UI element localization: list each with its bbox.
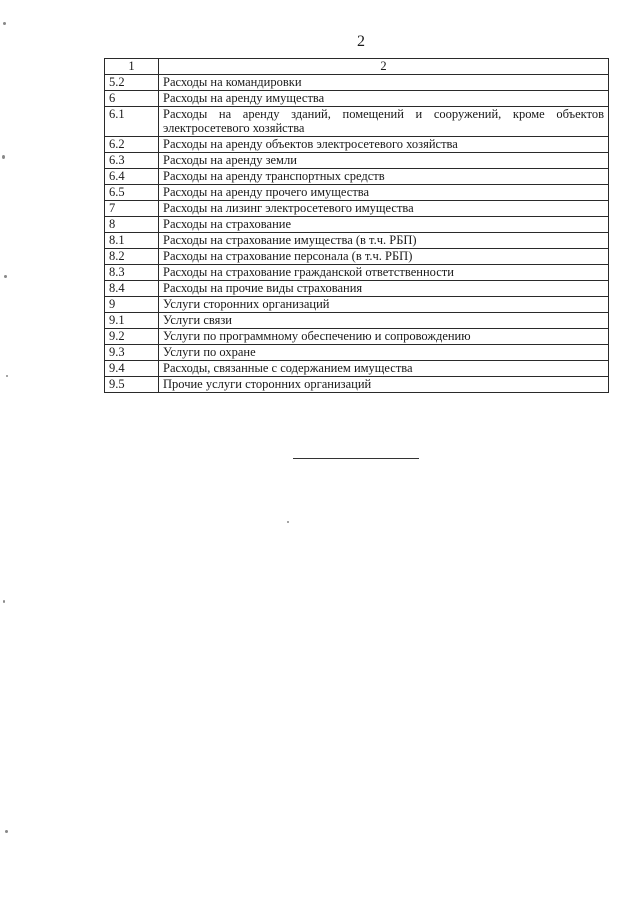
- scan-speck: [5, 830, 8, 833]
- row-description: Расходы на страхование: [159, 217, 609, 233]
- row-description: Услуги связи: [159, 313, 609, 329]
- row-code: 8.2: [105, 249, 159, 265]
- row-code: 8.1: [105, 233, 159, 249]
- row-code: 9.3: [105, 345, 159, 361]
- table-row: [105, 91, 609, 107]
- end-divider-line: [293, 458, 419, 459]
- scan-speck: [3, 22, 6, 25]
- row-description: Расходы на аренду земли: [159, 153, 609, 169]
- row-description: Расходы на страхование гражданской ответственности: [159, 265, 609, 281]
- row-code: 7: [105, 201, 159, 217]
- table-row: [105, 377, 609, 393]
- row-description: Расходы на страхование персонала (в т.ч. РБП): [159, 249, 609, 265]
- row-code: 6.4: [105, 169, 159, 185]
- table-row: [105, 137, 609, 153]
- scan-speck: [3, 600, 5, 603]
- scan-speck: [4, 275, 7, 278]
- table-header-row: [105, 59, 609, 75]
- page-number: 2: [357, 33, 365, 50]
- table-row: [105, 217, 609, 233]
- header-column-1: 1: [105, 59, 159, 75]
- table-row: [105, 281, 609, 297]
- row-code: 9.2: [105, 329, 159, 345]
- row-description: Расходы, связанные с содержанием имущества: [159, 361, 609, 377]
- table-body: [105, 75, 609, 393]
- scan-speck: [2, 155, 5, 159]
- row-code: 9: [105, 297, 159, 313]
- row-description: Расходы на аренду имущества: [159, 91, 609, 107]
- scan-speck: [287, 521, 289, 523]
- table-row: [105, 169, 609, 185]
- table-row: [105, 153, 609, 169]
- row-code: 6.1: [105, 107, 159, 137]
- table-row: [105, 265, 609, 281]
- table-row: [105, 361, 609, 377]
- scan-speck: [6, 375, 8, 377]
- row-code: 5.2: [105, 75, 159, 91]
- row-code: 9.1: [105, 313, 159, 329]
- row-description: Расходы на лизинг электросетевого имущества: [159, 201, 609, 217]
- table-row: [105, 345, 609, 361]
- row-description: Расходы на аренду прочего имущества: [159, 185, 609, 201]
- row-description: Расходы на командировки: [159, 75, 609, 91]
- table-row: [105, 233, 609, 249]
- row-code: 6.5: [105, 185, 159, 201]
- row-description: Расходы на аренду зданий, помещений и сооружений, кроме объектов электросетевого хозяйства: [159, 107, 609, 137]
- row-code: 8.3: [105, 265, 159, 281]
- row-code: 6.2: [105, 137, 159, 153]
- expense-table: [104, 58, 609, 393]
- table-row: [105, 201, 609, 217]
- table-row: [105, 313, 609, 329]
- row-description: Расходы на аренду объектов электросетевого хозяйства: [159, 137, 609, 153]
- row-description: Услуги по охране: [159, 345, 609, 361]
- table-row: [105, 107, 609, 137]
- table-row: [105, 329, 609, 345]
- table-row: [105, 249, 609, 265]
- row-description: Услуги сторонних организаций: [159, 297, 609, 313]
- row-description: Расходы на страхование имущества (в т.ч. РБП): [159, 233, 609, 249]
- row-code: 9.5: [105, 377, 159, 393]
- row-code: 6: [105, 91, 159, 107]
- expense-table-container: [104, 58, 609, 393]
- row-description: Услуги по программному обеспечению и сопровождению: [159, 329, 609, 345]
- row-code: 9.4: [105, 361, 159, 377]
- row-description: Расходы на прочие виды страхования: [159, 281, 609, 297]
- row-description: Расходы на аренду транспортных средств: [159, 169, 609, 185]
- row-code: 8.4: [105, 281, 159, 297]
- row-code: 6.3: [105, 153, 159, 169]
- row-code: 8: [105, 217, 159, 233]
- table-row: [105, 185, 609, 201]
- header-column-2: 2: [159, 59, 609, 75]
- table-row: [105, 75, 609, 91]
- table-row: [105, 297, 609, 313]
- row-description: Прочие услуги сторонних организаций: [159, 377, 609, 393]
